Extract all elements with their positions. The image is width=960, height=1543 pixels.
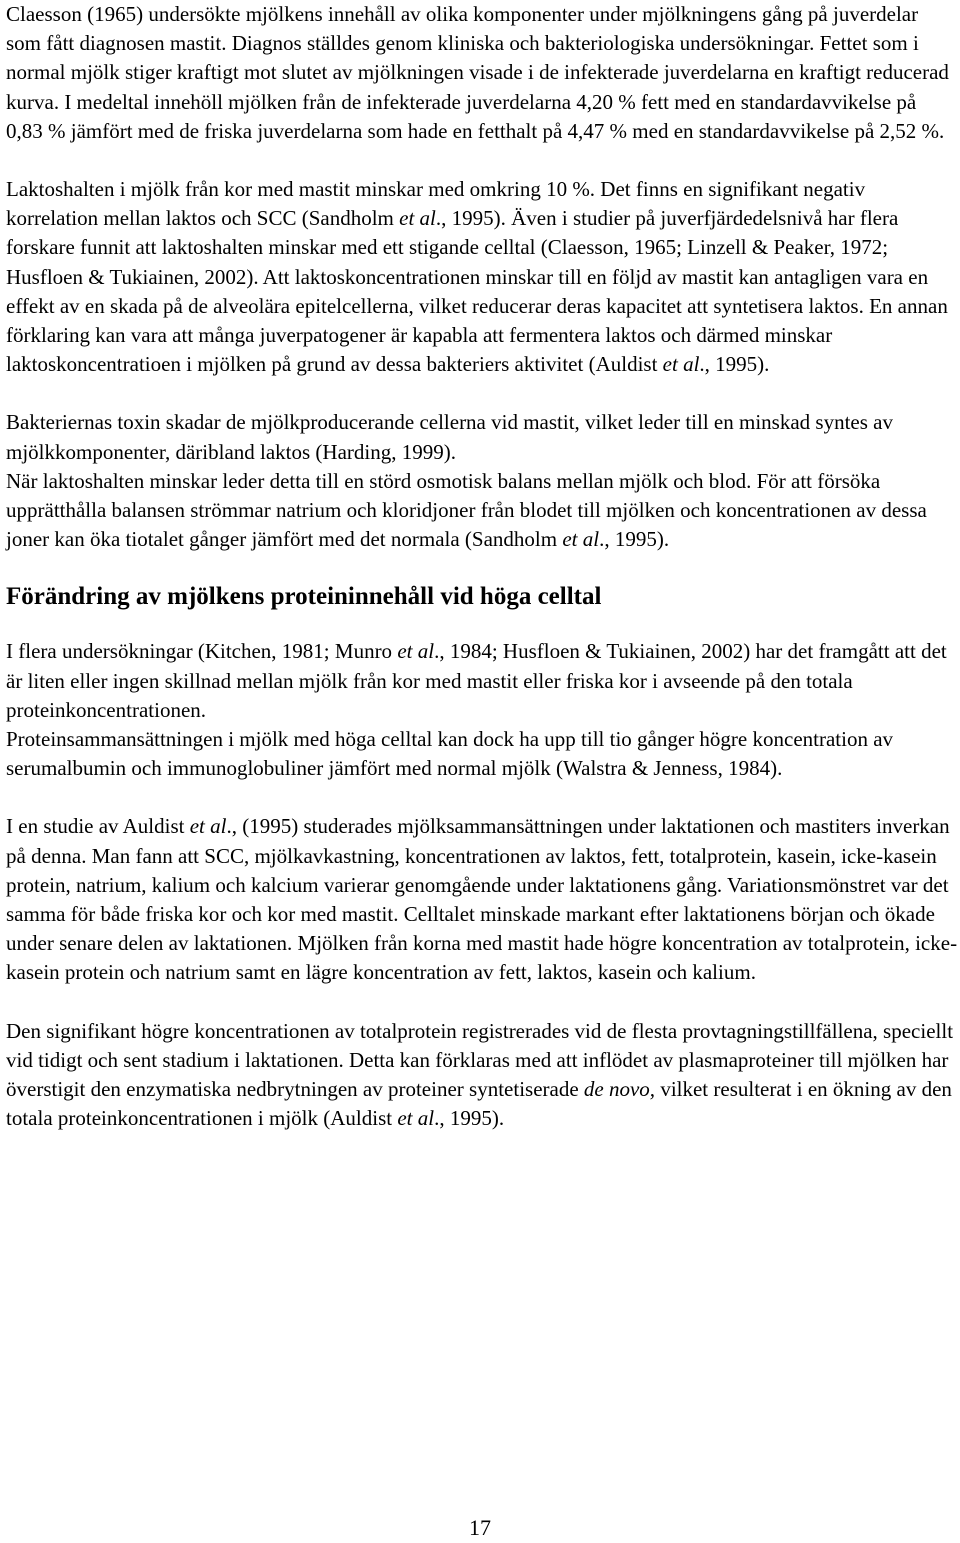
paragraph-auldist-study [6, 812, 958, 987]
text-run: ., 1995). [599, 527, 670, 552]
italic-run: et al [562, 527, 600, 552]
text-run: ., 1995). [434, 1106, 505, 1131]
paragraph-protein-composition: Proteinsammansättningen i mjölk med höga celltal kan dock ha upp till tio gånger högre koncentration av serumalbumin och immunoglobuliner jämfört med normal mjölk (Walstra & Jenness, 1984). [6, 727, 894, 781]
paragraph-claesson-fat: Claesson (1965) undersökte mjölkens innehåll av olika komponenter under mjölkningens gång på juverdelar som fått diagnosen mastit. Diagnos ställdes genom kliniska och bakteriologiska undersökningar. Fettet som i normal mjölk stiger kraftigt mot slutet av mjölkningen visade i de infekterade juverdelarna en kraftigt reducerad kurva. I medeltal innehöll mjölken från de infekterade juverdelarna 4,20 % fett med en standardavvikelse på 0,83 % jämfört med de friska juverdelarna som hade en fetthalt på 4,47 % med en standardavvikelse på 2,52 %. [6, 2, 949, 143]
text-run: ., 1995). Även i studier på juverfjärdedelsnivå har flera forskare funnit att laktoshalten minskar med ett stigande celltal (Claesson, 1965; Linzell & Peaker, 1972; Husfloen & Tukiainen, 2002). Att laktoskoncentrationen minskar till en följd av mastit kan antagligen vara en effekt av en skada på de alveolära epitelcellerna, vilket reducerar deras kapacitet att syntetisera laktos. En annan förklaring kan vara att många juverpatogener är kapabla att fermentera laktos och därmed minskar laktoskoncentratioen i mjölken på grund av dessa bakteriers aktivitet (Auldist [6, 206, 948, 377]
document-page [6, 0, 958, 1134]
italic-run: et al [189, 814, 227, 839]
text-run: I flera undersökningar (Kitchen, 1981; Munro [6, 639, 398, 664]
paragraph-total-protein [6, 1017, 958, 1134]
text-run: ., 1995). [699, 352, 770, 377]
italic-run: de novo, [583, 1077, 656, 1102]
section-heading: Förändring av mjölkens proteininnehåll vid höga celltal [6, 583, 602, 611]
italic-run: et al [397, 1106, 435, 1131]
page-number: 17 [469, 1515, 491, 1540]
paragraph-protein-studies [6, 637, 958, 725]
text-run: ., (1995) studerades mjölksammansättningen under laktationen och mastiters inverkan på denna. Man fann att SCC, mjölkavkastning, koncentrationen av laktos, fett, totalprotein, kasein, icke-kasein protein, natrium, kalium och kalcium varierar genomgående under laktationens gång. Variationsmönstret var det samma för både friska kor och kor med mastit. Celltalet minskade markant efter laktationens början och ökade under senare delen av laktationen. Mjölken från korna med mastit hade högre koncentration av totalprotein, icke-kasein protein och natrium samt en lägre koncentration av fett, laktos, kasein och kalium. [6, 814, 958, 985]
paragraph-lactose [6, 175, 958, 379]
paragraph-bacteria-toxin: Bakteriernas toxin skadar de mjölkproducerande cellerna vid mastit, vilket leder till en minskad syntes av mjölkkomponenter, däribland laktos (Harding, 1999). [6, 410, 893, 464]
italic-run: et al [662, 352, 700, 377]
paragraph-osmotic-balance [6, 467, 958, 555]
text-run: Laktoshalten i mjölk från kor med mastit minskar med omkring 10 %. Det finns en signifikant negativ korrelation mellan laktos och SCC (Sandholm [6, 177, 866, 231]
text-run: När laktoshalten minskar leder detta till en störd osmotisk balans mellan mjölk och blod. För att försöka upprätthålla balansen strömmar natrium och kloridjoner från blodet till mjölken och koncentrationen av dessa joner kan öka tiotalet gånger jämfört med det normala (Sandholm [6, 468, 927, 552]
text-run: ., 1984; Husfloen & Tukiainen, 2002) har det framgått att det är liten eller ingen skillnad mellan mjölk från kor med mastit eller friska kor i avseende på den totala proteinkoncentrationen. [6, 639, 947, 722]
text-run: I en studie av Auldist [6, 814, 190, 839]
text-run: vilket resulterat i en ökning av den totala proteinkoncentrationen i mjölk (Auldist [6, 1077, 952, 1131]
italic-run: et al [399, 206, 436, 231]
italic-run: et al [397, 639, 435, 664]
text-run: Den signifikant högre koncentrationen av totalprotein registrerades vid de flesta provtagningstillfällena, speciellt vid tidigt och sent stadium i laktationen. Detta kan förklaras med att inflödet av plasmaproteiner till mjölken har överstigit den enzymatiska nedbrytningen av proteiner syntetiserade [6, 1018, 954, 1102]
